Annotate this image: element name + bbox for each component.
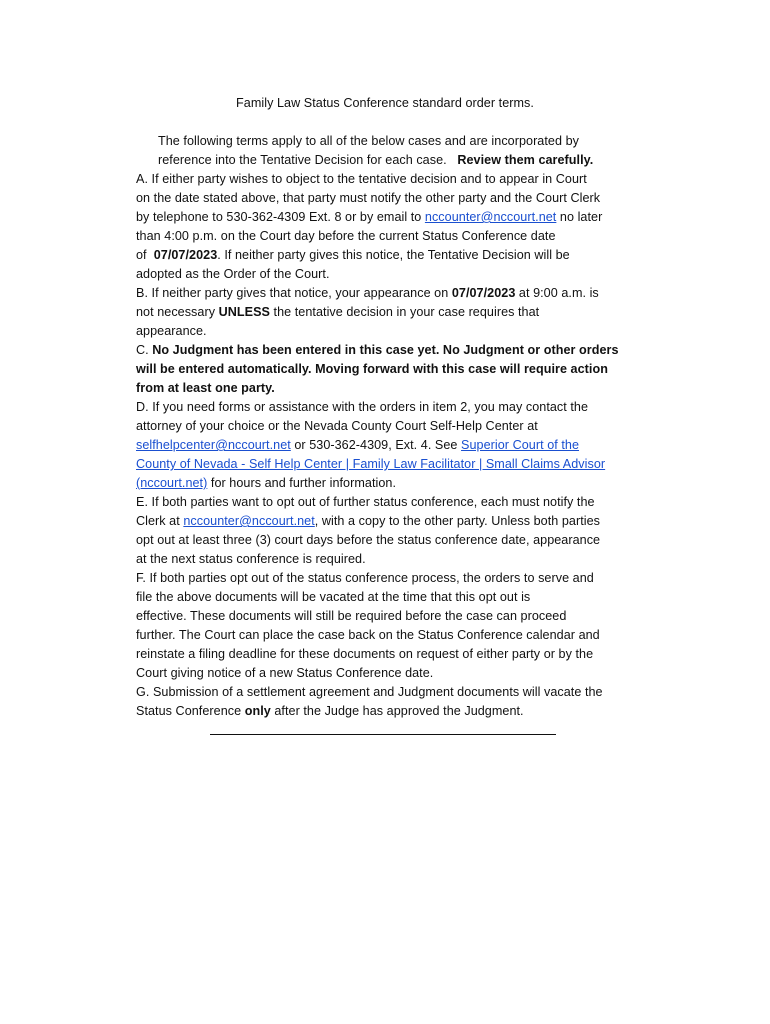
conference-date: 07/07/2023 [153, 248, 218, 262]
item-a-text: by telephone to 530-362-4309 Ext. 8 or by email to [136, 210, 425, 224]
item-a-text: no later [556, 210, 603, 224]
item-f-text: Court giving notice of a new Status Conference date. [136, 666, 434, 680]
item-d-text: for hours and further information. [207, 476, 396, 490]
item-a-line [136, 209, 602, 225]
item-f-text: further. The Court can place the case back on the Status Conference calendar and [136, 628, 600, 642]
item-f-line [136, 608, 566, 624]
only-emphasis: only [244, 704, 271, 718]
intro-line [158, 152, 593, 168]
item-e-text: Clerk at [136, 514, 184, 528]
selfhelp-center-link[interactable]: (nccourt.net) [136, 476, 208, 490]
unless-emphasis: UNLESS [218, 305, 270, 319]
item-e-text: , with a copy to the other party. Unless both parties [314, 514, 601, 528]
item-e-text: E. If both parties want to opt out of further status conference, each must notify the [136, 495, 595, 509]
item-d-text: attorney of your choice or the Nevada County Court Self-Help Center at [136, 419, 538, 433]
document-title: Family Law Status Conference standard order terms. [236, 96, 534, 110]
item-b-line [136, 323, 207, 339]
signature-line [210, 734, 556, 735]
item-g-text: after the Judge has approved the Judgment. [270, 704, 524, 718]
selfhelp-center-link[interactable]: Superior Court of the [461, 438, 580, 452]
item-b-line [136, 304, 539, 320]
item-f-text: effective. These documents will still be required before the case can proceed [136, 609, 567, 623]
item-c-line [136, 380, 275, 396]
item-e-line [136, 494, 595, 510]
item-a-line [136, 228, 556, 244]
item-d-line [136, 475, 396, 491]
item-a-line [136, 171, 587, 187]
item-f-text: F. If both parties opt out of the status conference process, the orders to serve and [136, 571, 594, 585]
item-c-line [136, 342, 619, 358]
item-a-text: . If neither party gives this notice, the Tentative Decision will be [217, 248, 570, 262]
item-f-text: reinstate a filing deadline for these documents on request of either party or by the [136, 647, 594, 661]
item-d-line [136, 418, 538, 434]
intro-text: reference into the Tentative Decision for each case. [158, 153, 447, 167]
item-a-text: than 4:00 p.m. on the Court day before the current Status Conference date [136, 229, 556, 243]
item-a-text: A. If either party wishes to object to the tentative decision and to appear in Court [136, 172, 587, 186]
item-a-text: of [136, 248, 151, 262]
item-f-line [136, 570, 594, 586]
item-e-line [136, 551, 366, 567]
item-g-line [136, 684, 603, 700]
item-d-line [136, 399, 588, 415]
item-g-text: Status Conference [136, 704, 245, 718]
item-a-line [136, 247, 570, 263]
item-d-text: or 530-362-4309, Ext. 4. See [290, 438, 462, 452]
item-b-line [136, 285, 599, 301]
intro-line [158, 133, 579, 149]
item-d-line [136, 437, 579, 453]
item-b-text: at 9:00 a.m. is [515, 286, 599, 300]
item-a-text: adopted as the Order of the Court. [136, 267, 330, 281]
item-b-text: not necessary [136, 305, 219, 319]
conference-date: 07/07/2023 [451, 286, 516, 300]
intro-text: The following terms apply to all of the below cases and are incorporated by [158, 134, 579, 148]
item-c-text: from at least one party. [136, 381, 275, 395]
item-c-text: will be entered automatically. Moving forward with this case will require action [136, 362, 608, 376]
item-a-text: on the date stated above, that party must notify the other party and the Court Clerk [136, 191, 601, 205]
review-emphasis: Review them carefully. [457, 153, 594, 167]
item-c-line [136, 361, 608, 377]
item-g-text: G. Submission of a settlement agreement and Judgment documents will vacate the [136, 685, 603, 699]
item-b-text: B. If neither party gives that notice, your appearance on [136, 286, 452, 300]
item-b-text: appearance. [136, 324, 207, 338]
item-d-line [136, 456, 605, 472]
item-e-line [136, 532, 600, 548]
item-f-line [136, 627, 600, 643]
item-f-line [136, 589, 530, 605]
item-c-text: No Judgment has been entered in this case yet. No Judgment or other orders [152, 343, 619, 357]
item-c-label: C. [136, 343, 153, 357]
item-e-text: at the next status conference is required. [136, 552, 366, 566]
item-e-line [136, 513, 600, 529]
item-f-line [136, 646, 593, 662]
item-g-line [136, 703, 524, 719]
item-f-line [136, 665, 433, 681]
item-e-text: opt out at least three (3) court days before the status conference date, appearance [136, 533, 601, 547]
item-f-text: file the above documents will be vacated at the time that this opt out is [136, 590, 531, 604]
selfhelp-center-link[interactable]: County of Nevada - Self Help Center | Family Law Facilitator | Small Claims Advisor [136, 457, 606, 471]
item-a-line [136, 266, 330, 282]
item-a-line [136, 190, 600, 206]
nccounter-email-link[interactable]: nccounter@nccourt.net [424, 210, 557, 224]
item-d-text: D. If you need forms or assistance with the orders in item 2, you may contact the [136, 400, 589, 414]
selfhelp-email-link[interactable]: selfhelpcenter@nccourt.net [136, 438, 291, 452]
item-b-text: the tentative decision in your case requires that [270, 305, 540, 319]
nccounter-email-link[interactable]: nccounter@nccourt.net [183, 514, 315, 528]
